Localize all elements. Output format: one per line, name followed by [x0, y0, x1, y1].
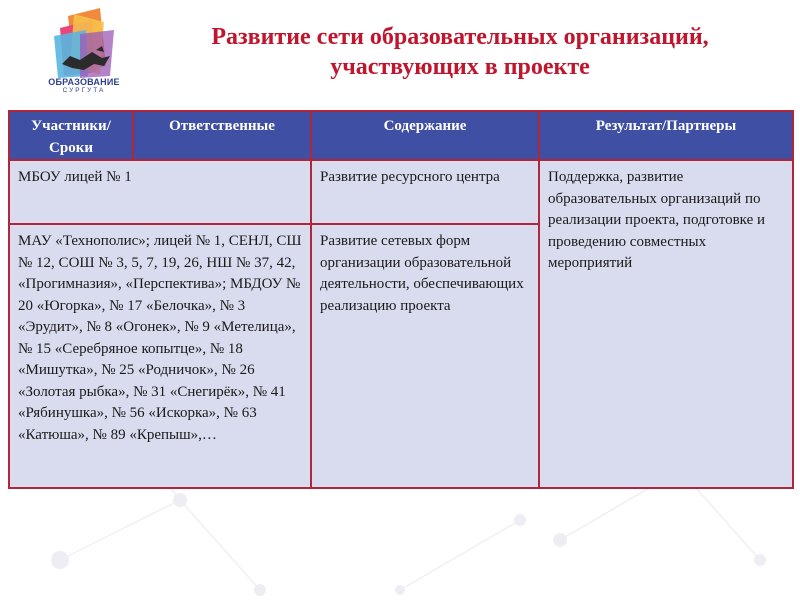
header-participants: Участники/ Сроки — [9, 111, 133, 160]
logo-name: ОБРАЗОВАНИЕ — [48, 77, 120, 87]
logo-city: СУРГУТА — [62, 87, 106, 94]
title-line-1: Развитие сети образовательных организаций, — [211, 24, 709, 50]
page-title — [150, 22, 770, 82]
header-content: Содержание — [311, 111, 539, 160]
row1-content: Развитие ресурсного центра — [311, 160, 539, 224]
table-row — [9, 160, 793, 224]
row2-participants: МАУ «Технополис»; лицей № 1, СЕНЛ, СШ № 12, СОШ № 3, 5, 7, 19, 26, НШ № 37, 42, «Прогимназия», «Перспектива»; МБДОУ № 20 «Югорка», № 17 «Белочка», № 3 «Эрудит», № 8 «Огонек», № 9 «Метелица», № 15 «Серебряное копытце», № 18 «Мишутка», № 25 «Родничок», № 26 «Золотая рыбка», № 31 «Снегирёк», № 41 «Рябинушка», № 56 «Искорка», № 63 «Катюша», № 89 «Крепыш»,… — [9, 224, 311, 488]
header-result: Результат/Партнеры — [539, 111, 793, 160]
title-line-2: участвующих в проекте — [330, 54, 590, 80]
row1-result: Поддержка, развитие образовательных организаций по реализации проекта, подготовке и проведению совместных мероприятий — [539, 160, 793, 488]
table-header-row — [9, 111, 793, 160]
row2-content: Развитие сетевых форм организации образовательной деятельности, обеспечивающих реализацию проекта — [311, 224, 539, 488]
header-responsible: Ответственные — [133, 111, 311, 160]
projects-table — [8, 110, 794, 489]
logo-text — [38, 78, 130, 95]
row1-participants: МБОУ лицей № 1 — [9, 160, 311, 224]
